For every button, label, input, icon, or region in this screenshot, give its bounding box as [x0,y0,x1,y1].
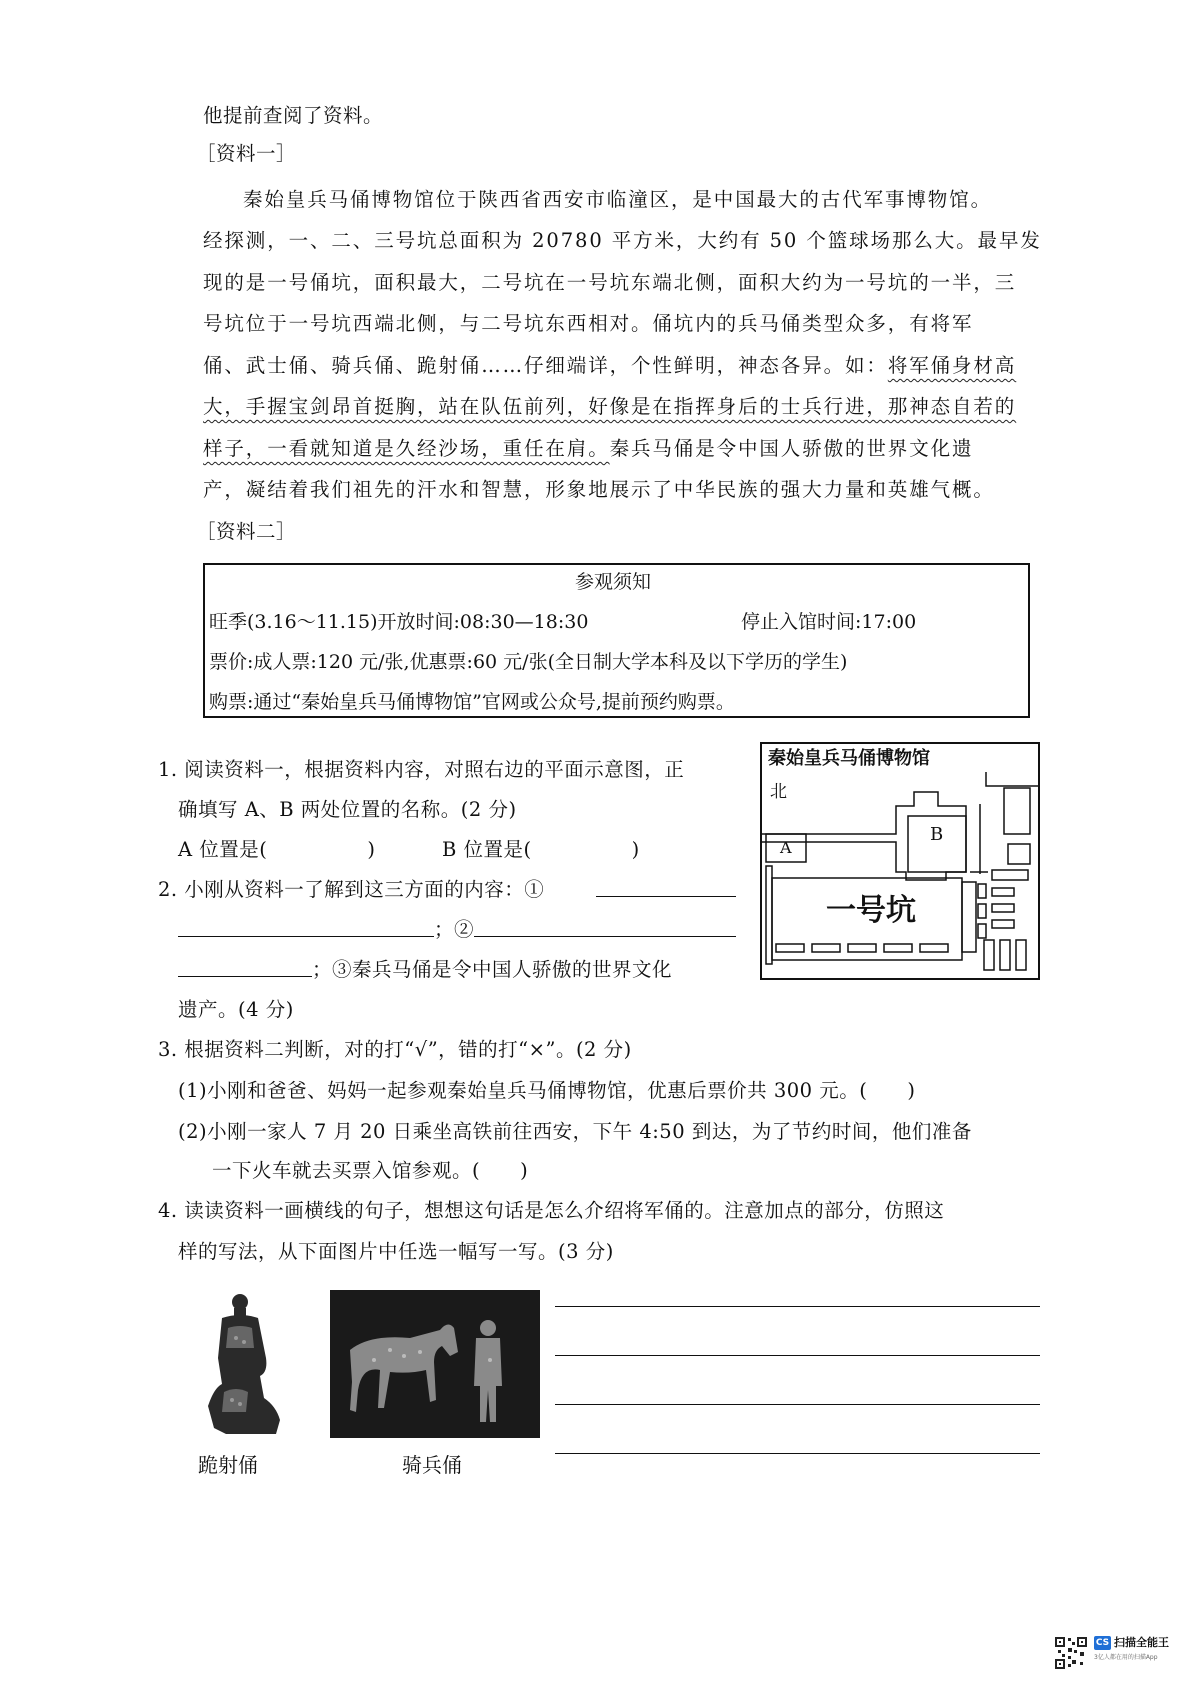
underlined-sentence: 将军俑身材高 [887,354,1017,377]
qr-code-icon [1054,1636,1088,1670]
q2-text: 2. 小刚从资料一了解到这三方面的内容：① [158,878,545,901]
q3-item-2-cont[interactable]: 一下火车就去买票入馆参观。( ) [212,1159,529,1182]
material1-line-7 [203,439,973,459]
q1-answer-a[interactable]: A 位置是( ) [178,838,376,861]
notice-price: 票价:成人票:120 元/张,优惠票:60 元/张(全日制大学本科及以下学历的学生) [209,651,848,673]
notice-title: 参观须知 [575,571,652,593]
notice-open-hours: 旺季(3.16～11.15)开放时间:08:30—18:30 [209,611,589,633]
q4-answer-line[interactable] [555,1404,1040,1405]
material1-line-text: 俑、武士俑、骑兵俑、跪射俑……仔细端详，个性鲜明，神态各异。如： [203,354,888,377]
q3-item-2: (2)小刚一家人 7 月 20 日乘坐高铁前往西安，下午 4:50 到达，为了节约时间，他们准备 [178,1120,972,1143]
north-label: 北 [770,782,787,802]
material1-line: 秦始皇兵马俑博物馆位于陕西省西安市临潼区，是中国最大的古代军事博物馆。 [243,188,993,211]
material1-line-5 [203,356,1016,376]
underlined-sentence: 大，手握宝剑昂首挺胸，站在队伍前列，好像是在指挥身后的士兵行进，那神态自若的 [203,395,1017,418]
material1-line-6 [203,397,1016,417]
q1-text: 1. 阅读资料一，根据资料内容，对照右边的平面示意图，正 [158,758,685,781]
museum-floor-plan [760,742,1040,980]
q4-text: 4. 读读资料一画横线的句子，想想这句话是怎么介绍将军俑的。注意加点的部分，仿照这 [158,1199,945,1222]
cs-badge-icon: CS [1095,1638,1110,1648]
underlined-sentence: 样子，一看就知道是久经沙场，重任在肩。 [203,437,610,460]
cavalry-figure [330,1290,540,1438]
map-label-a: A [780,838,792,857]
kneeling-archer-caption: 跪射俑 [198,1453,258,1477]
scanner-watermark [1046,1632,1186,1674]
map-drawing [762,744,1038,978]
q2-blank-1a[interactable] [596,896,736,897]
q2-blank-2b[interactable] [178,976,312,977]
q2-mark-3: ；③秦兵马俑是令中国人骄傲的世界文化 [312,958,673,981]
scanner-name: 扫描全能王 [1114,1636,1169,1649]
notice-purchase: 购票:通过“秦始皇兵马俑博物馆”官网或公众号,提前预约购票。 [209,691,735,713]
kneeling-archer-figure [196,1288,292,1438]
q3-item-1[interactable]: (1)小刚和爸爸、妈妈一起参观秦始皇兵马俑博物馆，优惠后票价共 300 元。( ) [178,1079,916,1102]
cavalry-caption: 骑兵俑 [402,1453,462,1477]
map-title: 秦始皇兵马俑博物馆 [768,748,930,769]
material2-heading: ［资料二］ [196,520,297,543]
q2-mark-2: ；② [434,918,475,941]
q2-blank-2a[interactable] [474,936,736,937]
material1-heading: ［资料一］ [196,142,297,165]
visit-notice-box [203,563,1030,718]
scanner-tagline: 3亿人都在用的扫描App [1094,1654,1158,1661]
notice-stop-entry: 停止入馆时间:17:00 [741,611,917,633]
q3-title: 3. 根据资料二判断，对的打“√”，错的打“×”。(2 分) [158,1038,632,1061]
material1-line: 号坑位于一号坑西端北侧，与二号坑东西相对。俑坑内的兵马俑类型众多，有将军 [203,312,974,335]
material1-line: 现的是一号俑坑，面积最大，二号坑在一号坑东端北侧，面积大约为一号坑的一半，三 [203,271,1017,294]
material1-line: 经探测，一、二、三号坑总面积为 20780 平方米，大约有 50 个篮球场那么大。最早发 [203,229,1042,252]
q1-text: 确填写 A、B 两处位置的名称。(2 分) [178,798,517,821]
material1-line: 产，凝结着我们祖先的汗水和智慧，形象地展示了中华民族的强大力量和英雄气概。 [203,478,995,501]
q2-blank-1b[interactable] [178,936,434,937]
q1-answer-b[interactable]: B 位置是( ) [442,838,640,861]
q4-answer-line[interactable] [555,1453,1040,1454]
material1-line-text: 秦兵马俑是令中国人骄傲的世界文化遗 [609,437,974,460]
intro-text: 他提前查阅了资料。 [203,104,384,127]
q2-text-end: 遗产。(4 分) [178,998,294,1021]
map-label-b: B [930,824,944,845]
q4-text: 样的写法，从下面图片中任选一幅写一写。(3 分) [178,1240,614,1263]
pit-1-label: 一号坑 [826,893,916,928]
q4-answer-line[interactable] [555,1306,1040,1307]
q4-answer-line[interactable] [555,1355,1040,1356]
